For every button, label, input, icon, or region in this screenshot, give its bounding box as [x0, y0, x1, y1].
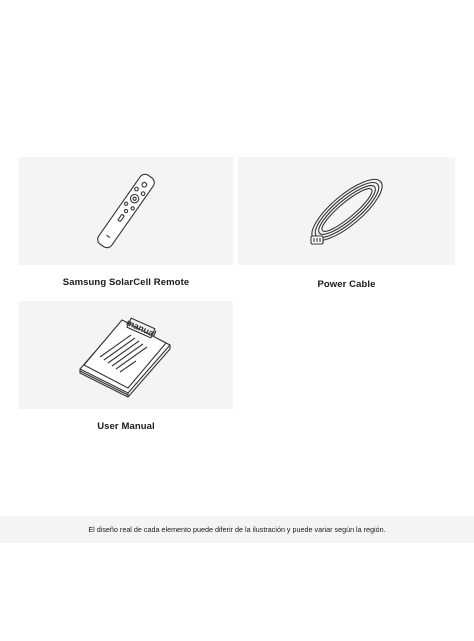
remote-control-icon: [81, 166, 171, 256]
disclaimer-text: El diseño real de cada elemento puede diferir de la ilustración y puede variar según la región.: [88, 525, 386, 534]
disclaimer-bar: [0, 516, 474, 543]
item-card-remote: [19, 157, 233, 265]
manual-cover-text: manual: [124, 317, 158, 340]
power-cable-icon: [297, 166, 397, 256]
item-card-manual: [19, 301, 233, 409]
item-card-cable: [238, 157, 455, 265]
user-manual-icon: [76, 307, 176, 403]
item-label-cable: Power Cable: [317, 279, 376, 290]
item-label-remote: Samsung SolarCell Remote: [62, 277, 190, 288]
item-label-manual: User Manual: [97, 421, 155, 432]
